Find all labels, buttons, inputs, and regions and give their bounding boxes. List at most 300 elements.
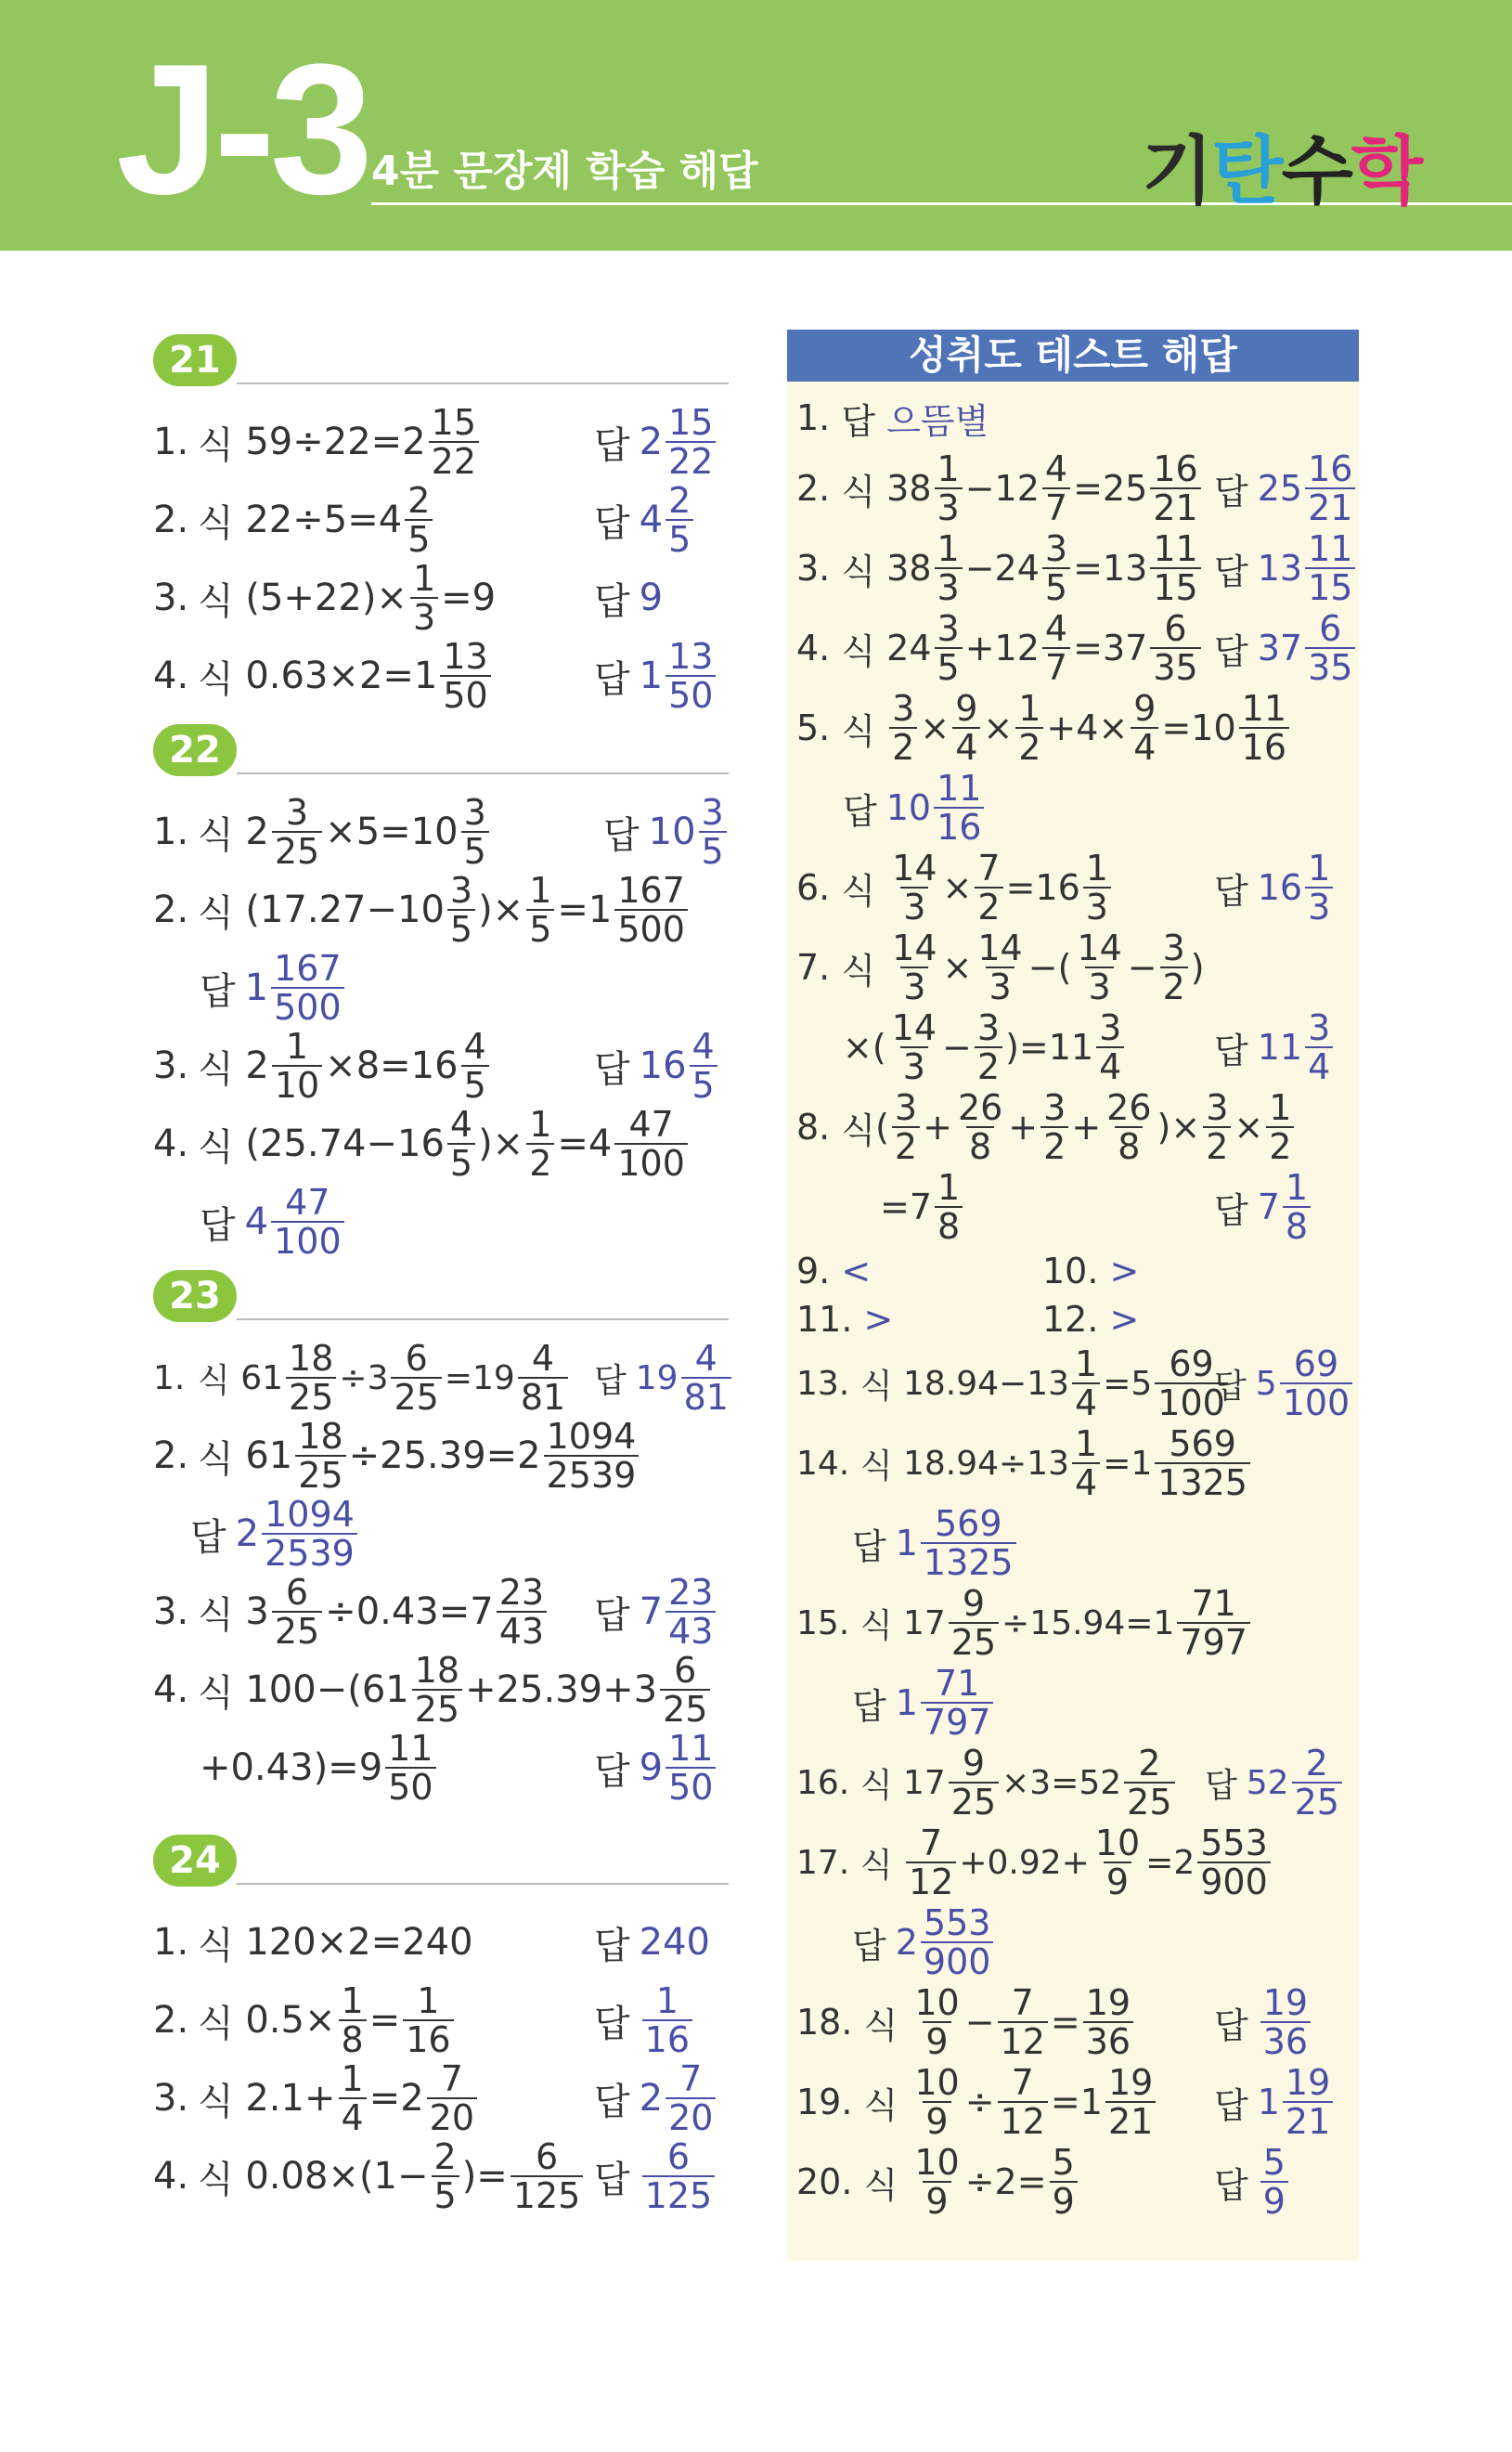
expr-text: 답 xyxy=(1205,1766,1237,1805)
denominator: 8 xyxy=(1283,1206,1311,1245)
expr-text: 61 xyxy=(245,1434,293,1477)
expr-text: 1 xyxy=(895,1682,918,1723)
formula-label: 식 xyxy=(198,501,234,545)
formula-label: 식 xyxy=(859,1367,893,1406)
denominator: 2 xyxy=(1266,1126,1294,1165)
numerator: 71 xyxy=(934,1663,980,1704)
numerator: 13 xyxy=(668,636,714,677)
numerator: 6 xyxy=(1319,608,1342,649)
expr-text: =1 xyxy=(1050,2082,1103,2122)
test-row xyxy=(796,1423,1350,1503)
numerator: 18 xyxy=(298,1416,343,1457)
denominator: 3 xyxy=(900,887,928,926)
numerator: 3 xyxy=(285,792,309,833)
denominator: 7 xyxy=(1042,487,1070,526)
expr-text: 100−(61 xyxy=(245,1668,409,1711)
answer xyxy=(1214,1984,1313,2060)
answer xyxy=(1214,1345,1355,1421)
problem-row xyxy=(153,1573,729,1651)
expr-text: 답 xyxy=(1214,1367,1247,1406)
denominator: 35 xyxy=(1150,647,1200,686)
denominator: 3 xyxy=(900,967,928,1005)
fraction xyxy=(1104,1089,1154,1165)
expr-text: 답 xyxy=(1214,630,1248,672)
fraction xyxy=(1160,929,1188,1005)
problem-row xyxy=(153,559,729,637)
numerator: 23 xyxy=(498,1572,545,1613)
denominator: 2 xyxy=(889,727,917,766)
problem-number: 2. xyxy=(153,1999,189,2042)
numerator: 9 xyxy=(962,1583,986,1624)
numerator: 4 xyxy=(1044,608,1068,649)
expr-text: +25.39+3 xyxy=(465,1668,658,1711)
numerator: 7 xyxy=(977,848,1001,889)
fraction xyxy=(1092,1824,1143,1901)
expr-text: −24 xyxy=(964,548,1040,589)
fraction xyxy=(1305,610,1355,686)
expr-text: )× xyxy=(478,889,524,931)
denominator: 8 xyxy=(935,1206,963,1245)
denominator: 5 xyxy=(461,831,489,870)
fraction xyxy=(666,404,716,480)
problem-number: 19. xyxy=(796,2082,853,2122)
fraction xyxy=(271,950,344,1026)
fraction xyxy=(911,2064,962,2140)
expr-text: = xyxy=(368,1999,401,2042)
problem-number: 9. xyxy=(796,1251,831,1291)
left-answers-column xyxy=(153,334,729,2215)
test-row xyxy=(796,387,1350,448)
fraction xyxy=(975,1009,1002,1085)
fraction xyxy=(272,1028,322,1104)
expr-text: 37 xyxy=(1257,628,1303,668)
denominator: 9 xyxy=(923,2101,950,2140)
numerator: 569 xyxy=(1169,1423,1236,1464)
expr-text: − xyxy=(964,2002,995,2043)
problem-number: 2. xyxy=(153,1434,189,1477)
fraction xyxy=(1131,690,1158,766)
denominator: 25 xyxy=(295,1455,345,1494)
expr-text: 59÷22=2 xyxy=(245,421,426,463)
answer-row xyxy=(153,1495,729,1573)
answer-label: 답 xyxy=(594,657,630,701)
numerator: 6 xyxy=(666,2136,690,2177)
formula-label: 식 xyxy=(863,2164,898,2206)
denominator: 12 xyxy=(998,2021,1048,2060)
answer xyxy=(852,1505,1019,1581)
fraction xyxy=(1150,530,1200,606)
numerator: 1 xyxy=(1075,1423,1098,1464)
answer-row xyxy=(153,1183,729,1261)
numerator: 11 xyxy=(1308,528,1353,569)
fraction xyxy=(447,872,475,948)
denominator: 2 xyxy=(1160,967,1188,1005)
fraction xyxy=(544,1418,640,1494)
denominator: 43 xyxy=(666,1611,716,1650)
numerator: 167 xyxy=(617,870,685,911)
expr-text: 0.5× xyxy=(245,1999,336,2042)
problem-number: 3. xyxy=(153,1044,189,1087)
numerator: 3 xyxy=(1308,1007,1331,1048)
problem-row xyxy=(153,637,729,715)
denominator: 81 xyxy=(681,1377,731,1416)
expr-text: 13 xyxy=(1257,548,1303,589)
expr-text: ×5=10 xyxy=(325,811,459,853)
section-rule xyxy=(237,383,729,384)
numerator: 10 xyxy=(1094,1823,1141,1863)
problem-number: 1. xyxy=(153,1921,189,1964)
header-bar xyxy=(0,0,1512,251)
expr-text: 답 xyxy=(1214,1189,1248,1231)
numerator: 3 xyxy=(892,688,915,729)
expr-text: 답 xyxy=(852,1925,886,1966)
test-row xyxy=(796,1743,1350,1823)
problem-row xyxy=(153,1105,729,1183)
expr-text: 18.94÷13 xyxy=(902,1444,1069,1483)
denominator: 16 xyxy=(1239,727,1289,766)
fraction xyxy=(889,1009,939,1085)
fraction xyxy=(432,2138,459,2214)
denominator: 3 xyxy=(1305,887,1333,926)
denominator: 25 xyxy=(660,1689,710,1728)
numerator: 47 xyxy=(285,1182,330,1223)
numerator: 3 xyxy=(1162,928,1185,968)
answer-label: 답 xyxy=(841,400,876,442)
denominator: 21 xyxy=(1283,2101,1333,2140)
numerator: 4 xyxy=(463,1026,486,1067)
formula-label: 식 xyxy=(198,813,234,857)
numerator: 9 xyxy=(955,688,978,729)
test-row xyxy=(796,1295,1350,1343)
formula-label: 식 xyxy=(863,2004,898,2046)
numerator: 167 xyxy=(274,948,342,989)
denominator: 16 xyxy=(642,2019,692,2058)
test-row xyxy=(796,1583,1350,1663)
problem-number: 3. xyxy=(153,2077,189,2120)
fraction xyxy=(681,1340,731,1416)
fraction xyxy=(666,2060,716,2136)
fraction xyxy=(429,404,479,480)
formula-label: 식 xyxy=(859,1846,893,1885)
expr-text: + xyxy=(1071,1107,1102,1148)
fraction xyxy=(1042,530,1070,606)
problem-row xyxy=(153,1417,729,1495)
problem-number: 4. xyxy=(153,1668,189,1711)
denominator: 2 xyxy=(1040,1126,1068,1165)
denominator: 21 xyxy=(1150,487,1200,526)
numerator: 9 xyxy=(1133,688,1157,729)
problem-number: 13. xyxy=(796,1364,850,1403)
denominator: 797 xyxy=(921,1702,994,1741)
numerator: 2 xyxy=(407,480,431,521)
fraction xyxy=(410,560,438,636)
expr-text: − xyxy=(942,1027,972,1068)
problem-number: 1. xyxy=(153,421,189,463)
expr-text: ÷0.43=7 xyxy=(325,1590,494,1633)
fraction xyxy=(1283,2064,1333,2140)
fraction xyxy=(497,1574,547,1650)
section-rule xyxy=(237,772,729,774)
denominator: 5 xyxy=(447,1143,475,1182)
expr-text: 2.1+ xyxy=(245,2077,336,2120)
expr-text: 24 xyxy=(886,628,932,668)
expr-text: =1 xyxy=(557,889,613,931)
denominator: 9 xyxy=(1104,1862,1131,1901)
denominator: 3 xyxy=(986,967,1014,1005)
problem-number: 3. xyxy=(796,548,831,589)
fraction xyxy=(911,1984,962,2060)
denominator: 25 xyxy=(391,1377,441,1416)
numerator: 3 xyxy=(1099,1007,1122,1048)
numerator: 553 xyxy=(923,1902,991,1943)
fraction xyxy=(1305,450,1355,526)
numerator: 1 xyxy=(341,2058,364,2099)
denominator: 22 xyxy=(666,441,716,480)
answer-row xyxy=(153,949,729,1027)
expr-text xyxy=(1042,1251,1139,1291)
expr-text: 22÷5=4 xyxy=(245,499,403,541)
fraction xyxy=(1083,1984,1133,2060)
answer: > xyxy=(1109,1299,1140,1340)
denominator: 4 xyxy=(1072,1382,1100,1421)
fraction xyxy=(911,2144,962,2220)
expr-text: =16 xyxy=(1005,867,1080,908)
denominator: 100 xyxy=(1155,1382,1228,1421)
fraction xyxy=(949,1745,999,1821)
answer xyxy=(1214,450,1358,526)
numerator: 6 xyxy=(405,1338,428,1379)
answer xyxy=(200,950,347,1026)
numerator: 69 xyxy=(1293,1343,1339,1384)
expr-text: × xyxy=(942,867,973,908)
numerator: 5 xyxy=(1052,2142,1075,2183)
fraction xyxy=(666,638,716,714)
test-row xyxy=(796,2062,1350,2142)
denominator: 2 xyxy=(1203,1126,1231,1165)
fraction xyxy=(935,450,963,526)
numerator: 26 xyxy=(1106,1087,1152,1128)
numerator: 569 xyxy=(935,1503,1002,1544)
numerator: 3 xyxy=(1206,1087,1229,1128)
numerator: 10 xyxy=(914,2062,960,2103)
numerator: 18 xyxy=(414,1650,460,1691)
denominator: 36 xyxy=(1083,2021,1133,2060)
expr-text: =1 xyxy=(1103,1444,1153,1483)
fraction xyxy=(998,2064,1048,2140)
expr-text: 18.94−13 xyxy=(902,1364,1069,1403)
formula-label: 식 xyxy=(198,657,234,701)
test-row xyxy=(796,608,1353,688)
fraction xyxy=(403,1982,453,2058)
fraction xyxy=(889,690,917,766)
formula-label: 식 xyxy=(198,1437,234,1481)
fraction xyxy=(906,1824,956,1901)
expr-text: +12 xyxy=(964,628,1040,668)
fraction xyxy=(1042,450,1070,526)
fraction xyxy=(1096,1009,1124,1085)
problem-number: 3. xyxy=(153,1590,189,1633)
answer xyxy=(594,1730,718,1806)
denominator: 20 xyxy=(427,2097,477,2136)
fraction xyxy=(935,530,963,606)
denominator: 5 xyxy=(447,909,475,948)
denominator: 5 xyxy=(1042,567,1070,606)
numerator: 1 xyxy=(1285,1167,1309,1208)
numerator: 26 xyxy=(957,1087,1003,1128)
numerator: 3 xyxy=(937,608,960,649)
test-row xyxy=(796,1087,1350,1167)
page-subtitle: 4분 문장제 학습 해답 xyxy=(371,148,758,195)
fraction xyxy=(642,2138,716,2214)
section-badge: 21 xyxy=(153,334,237,386)
numerator: 2 xyxy=(668,480,691,521)
numerator: 23 xyxy=(668,1572,714,1613)
test-row xyxy=(796,2142,1350,2222)
problem-number: 12. xyxy=(1042,1299,1099,1340)
numerator: 11 xyxy=(937,768,982,809)
numerator: 1094 xyxy=(546,1416,637,1457)
fraction xyxy=(889,929,939,1005)
numerator: 7 xyxy=(679,2058,703,2099)
answer-label: 답 xyxy=(594,423,630,467)
fraction xyxy=(391,1340,441,1416)
denominator: 12 xyxy=(998,2101,1048,2140)
expr-text: +0.43)=9 xyxy=(200,1746,383,1789)
fraction xyxy=(1155,1425,1250,1501)
numerator: 15 xyxy=(431,402,476,443)
answer xyxy=(594,1982,695,2058)
expr-text: 답 xyxy=(1214,870,1248,912)
problem-number: 1. xyxy=(153,811,189,853)
answer xyxy=(594,572,663,625)
expr-text: =5 xyxy=(1103,1364,1153,1403)
problem-row xyxy=(153,2059,729,2137)
denominator: 10 xyxy=(272,1065,322,1104)
denominator: 9 xyxy=(1050,2181,1078,2220)
answer xyxy=(594,1574,718,1650)
numerator: 19 xyxy=(1085,1982,1131,2023)
expr-text: − xyxy=(1127,947,1157,988)
fraction xyxy=(934,770,984,846)
problem-number: 2. xyxy=(153,499,189,541)
problem-number: 2. xyxy=(796,468,831,509)
numerator: 7 xyxy=(1011,2062,1034,2103)
answer xyxy=(594,404,718,480)
fraction xyxy=(385,1730,435,1806)
answer-row xyxy=(796,768,1350,848)
expr-text: 4 xyxy=(244,1200,269,1243)
numerator: 7 xyxy=(920,1823,943,1863)
test-row xyxy=(796,1343,1350,1423)
fraction xyxy=(1072,1425,1100,1501)
expr-text: × xyxy=(1234,1107,1264,1148)
formula-label: 식 xyxy=(198,423,234,467)
problem-number: 4. xyxy=(153,1122,189,1165)
denominator: 50 xyxy=(666,675,716,714)
fraction xyxy=(1239,690,1289,766)
expr-text: 7 xyxy=(1257,1187,1280,1227)
denominator: 21 xyxy=(1105,2101,1156,2140)
denominator: 500 xyxy=(271,987,344,1026)
answer xyxy=(594,482,696,558)
formula-label: 식 xyxy=(841,950,876,992)
problem-number: 17. xyxy=(796,1843,850,1882)
fraction xyxy=(1305,850,1333,926)
numerator: 7 xyxy=(440,2058,463,2099)
numerator: 1 xyxy=(1308,848,1331,889)
answer: > xyxy=(1109,1251,1140,1291)
numerator: 1 xyxy=(529,870,552,911)
answer xyxy=(843,770,987,846)
expr-text: = xyxy=(1050,2002,1080,2043)
numerator: 18 xyxy=(289,1338,334,1379)
numerator: 2 xyxy=(1305,1743,1328,1784)
numerator: 11 xyxy=(388,1728,433,1769)
expr-text: 9 xyxy=(639,577,664,619)
fraction xyxy=(935,610,963,686)
numerator: 1 xyxy=(1018,688,1041,729)
expr-text: ×3=52 xyxy=(1002,1763,1122,1802)
answer xyxy=(200,1184,347,1260)
formula-label: 식 xyxy=(198,2158,234,2201)
fraction xyxy=(1074,929,1124,1005)
expr-text: =2 xyxy=(368,2077,424,2120)
denominator: 12 xyxy=(906,1862,956,1901)
numerator: 1 xyxy=(937,1167,961,1208)
denominator: 9 xyxy=(1260,2181,1288,2220)
denominator: 5 xyxy=(699,831,727,870)
fraction xyxy=(526,1106,554,1182)
formula-label: 식 xyxy=(198,891,234,935)
expr-text: =9 xyxy=(441,577,497,619)
expr-text: 답 xyxy=(852,1525,886,1567)
numerator: 6 xyxy=(1164,608,1187,649)
numerator: 1 xyxy=(1075,1343,1098,1384)
answer xyxy=(594,2138,717,2214)
problem-number: 1. xyxy=(796,397,831,438)
answer-row xyxy=(796,1503,1350,1583)
answer-label: 답 xyxy=(603,813,640,857)
fraction xyxy=(935,1169,963,1245)
expr-text: 61 xyxy=(240,1358,284,1397)
fraction xyxy=(1305,530,1355,606)
section-rule xyxy=(237,1318,729,1320)
expr-text xyxy=(1042,1299,1139,1340)
expr-text: 1 xyxy=(639,655,664,697)
numerator: 14 xyxy=(892,848,937,889)
denominator: 2 xyxy=(1015,727,1043,766)
problem-row xyxy=(153,481,729,559)
denominator: 25 xyxy=(412,1689,462,1728)
expr-text: (25.74−16 xyxy=(245,1122,445,1165)
section-badge: 24 xyxy=(153,1835,237,1887)
answer-label: 답 xyxy=(594,1593,630,1637)
section-header xyxy=(153,1835,729,1890)
fraction xyxy=(1283,1169,1311,1245)
expr-text: 2 xyxy=(245,811,269,853)
expr-text: =25 xyxy=(1073,468,1148,509)
expr-text: 1 xyxy=(244,967,269,1009)
test-row-cont xyxy=(796,1167,1350,1247)
fraction xyxy=(614,872,688,948)
problem-number: 6. xyxy=(796,867,831,908)
numerator: 1 xyxy=(937,528,960,569)
denominator: 4 xyxy=(1305,1046,1333,1085)
test-title: 성취도 테스트 해답 xyxy=(787,330,1359,382)
problem-number: 8. xyxy=(796,1107,831,1148)
expr-text: =37 xyxy=(1073,628,1148,668)
fraction xyxy=(975,929,1025,1005)
